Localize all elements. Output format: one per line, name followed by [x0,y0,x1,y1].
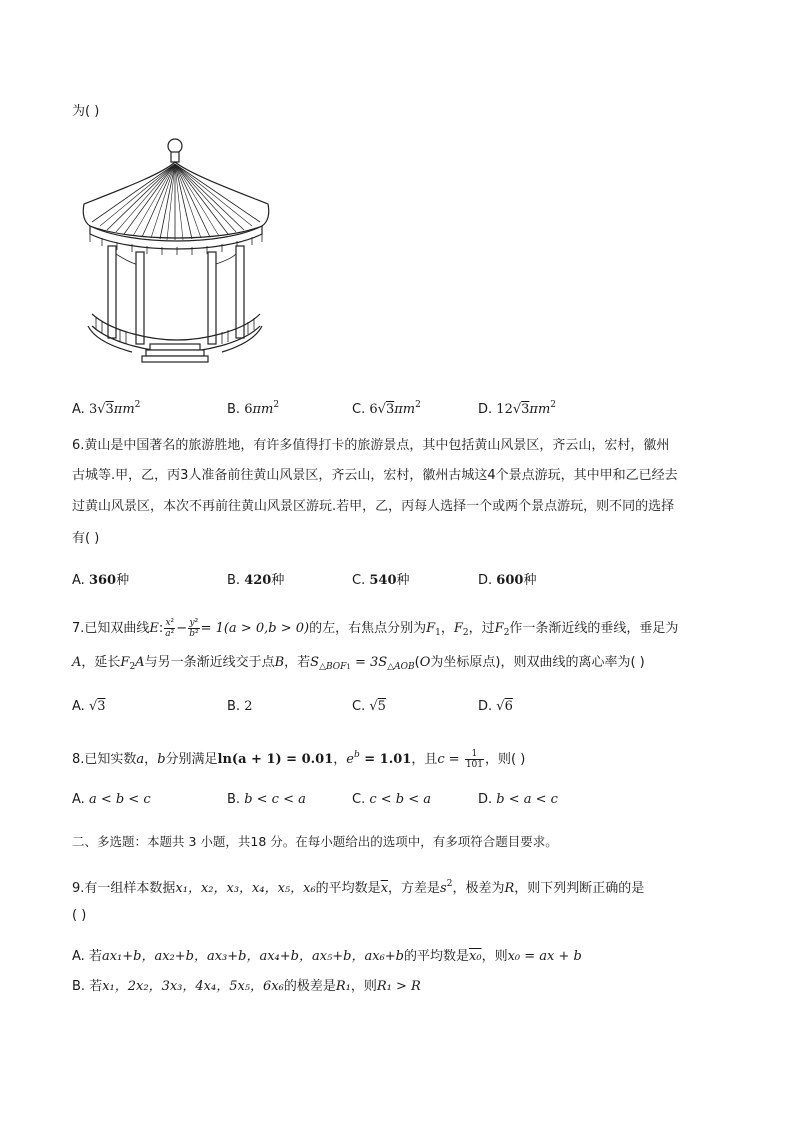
q5-option-c[interactable]: C. $6√3\pi m^2$ [352,400,421,417]
q6-stem-line-1: 6.黄山是中国著名的旅游胜地，有许多值得打卡的旅游景点，其中包括黄山风景区，齐云山，宏村，徽州 [72,438,670,453]
q8-stem: 8.已知实数a，b分别满足ln(a + 1) = 0.01，$e^b = 1.01$，且c = $\frac{1}{101}$ ，则( ) [72,749,526,770]
q7-option-b[interactable]: B. 2 [227,699,253,714]
q6-option-d[interactable]: D. 600种 [478,573,537,588]
q6-stem-line-3: 过黄山风景区，本次不再前往黄山风景区游玩.若甲，乙，丙每人选择一个或两个景点游玩，则不同的选择 [72,499,675,514]
q6-option-a[interactable]: A. 360种 [72,573,130,588]
q5-option-b[interactable]: B. $6\pi m^2$ [227,400,280,417]
q9-stem-line-1: 9.有一组样本数据x₁，x₂，x₃，x₄，x₅，x₆的平均数是$\overline{x}$，方差是$s^2$，极差为R，则下列判断正确的是 [72,879,645,896]
q9-option-b[interactable]: B. 若x₁，2x₂，3x₃，4x₄，5x₅，6x₆的极差是R₁，则R₁ > R [72,979,421,994]
q8-option-d[interactable]: D. b < a < c [478,792,558,807]
q5-option-a[interactable]: A. $3√3\pi m^2$ [72,400,141,417]
section-heading: 二、多选题：本题共 3 小题，共18 分。在每小题给出的选项中，有多项符合题目要求。 [72,834,558,849]
q6-option-b[interactable]: B. 420种 [227,573,285,588]
q8-option-a[interactable]: A. a < b < c [72,792,151,807]
q6-option-c[interactable]: C. 540种 [352,573,410,588]
q7-stem-line-2: A，延长$F_2A$与另一条渐近线交于点B，若$S_{\triangle BOF1} = 3S_{\triangle AOB}(O$为坐标原点)，则双曲线的离心率为( ) [72,655,645,672]
q7-stem-line-1: 7.已知双曲线E: $\frac{\text{x²}}{\text{a²}}$ − $\frac{\text{y²}}{\text{b²}}$ = 1(a > 0,b > 0)的左，右焦点分别为$F_1$，$F_2$，过$F_2$作一条渐近线的垂线，垂足为 [72,618,679,639]
q9-stem-line-2: ( ) [72,908,87,923]
q5-option-d[interactable]: D. $12√3\pi m^2$ [478,400,557,417]
q6-stem-line-2: 古城等.甲，乙，丙3人准备前往黄山风景区，齐云山，宏村，徽州古城这4个景点游玩，其中甲和乙已经去 [72,468,678,483]
q5-stem-tail: 为( ) [72,104,100,119]
q8-option-b[interactable]: B. b < c < a [227,792,306,807]
q7-option-d[interactable]: D. √6 [478,699,513,714]
q8-option-c[interactable]: C. c < b < a [352,792,432,807]
q7-option-c[interactable]: C. √5 [352,699,386,714]
pavilion-illustration [72,134,282,370]
q7-option-a[interactable]: A. √3 [72,699,106,714]
q9-option-a[interactable]: A. 若ax₁+b，ax₂+b，ax₃+b，ax₄+b，ax₅+b，ax₆+b的平均数是x₀，则x₀ = ax + b [72,949,582,964]
q6-stem-line-4: 有( ) [72,531,100,546]
